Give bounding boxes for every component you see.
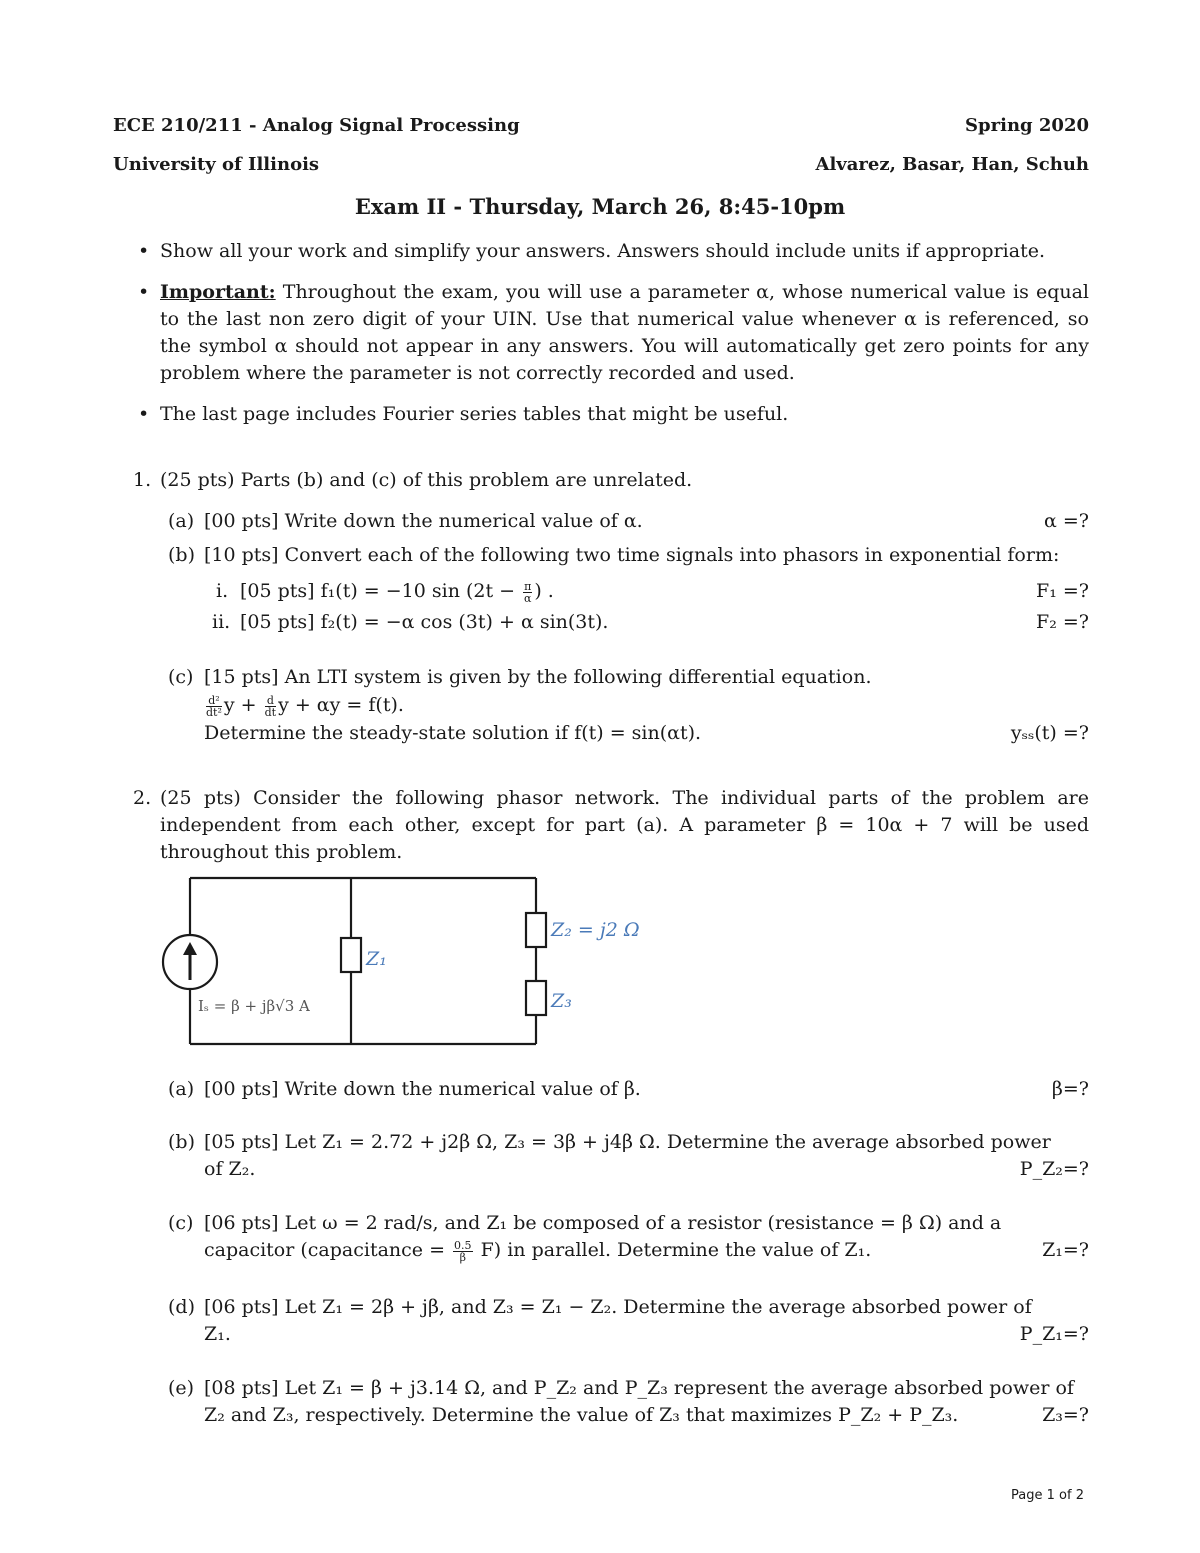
bullet-icon: • (138, 281, 150, 303)
p2e-label: (e) (168, 1377, 195, 1399)
frac-numerator: 0.5 (454, 1238, 472, 1252)
problem-2-intro: (25 pts) Consider the following phasor network. The individual parts of the problem are independent from each other, except for part (a). A parameter β = 10α + 7 will be used throughout this problem. (160, 787, 1089, 863)
eq-end: y + αy = f(t). (278, 694, 404, 716)
problem-2-number: 2. (133, 787, 152, 809)
p1bi-expr-end: ) . (534, 580, 554, 602)
p2c-text-pre: capacitor (capacitance = (204, 1239, 452, 1261)
problem-1-intro: (25 pts) Parts (b) and (c) of this problem are unrelated. (160, 469, 693, 491)
frac-numerator: d² (206, 695, 222, 707)
instruction-text: Show all your work and simplify your answers. Answers should include units if appropriate. (160, 240, 1045, 262)
pi-over-alpha-fraction (523, 581, 532, 604)
z3-label: Z₃ (551, 990, 572, 1012)
p2a-label: (a) (168, 1078, 195, 1100)
p1a-label: (a) (168, 510, 195, 532)
frac-numerator: π (524, 579, 532, 593)
p2d-text: [06 pts] Let Z₁ = 2β + jβ, and Z₃ = Z₁ − Z₂. Determine the average absorbed power of (204, 1296, 1032, 1318)
p2c-text: [06 pts] Let ω = 2 rad/s, and Z₁ be composed of a resistor (resistance = β Ω) and a (204, 1212, 1002, 1234)
p2b-answer: P_Z₂=? (1019, 1158, 1089, 1180)
p2a-answer: β=? (1051, 1078, 1089, 1100)
eq-mid: y + (223, 694, 263, 716)
instructors: Alvarez, Basar, Han, Schuh (815, 154, 1089, 175)
p1bi-answer: F₁ =? (1036, 580, 1089, 602)
p2d-label: (d) (168, 1296, 195, 1318)
capacitance-fraction (453, 1240, 473, 1263)
p2c-label: (c) (168, 1212, 194, 1234)
p2d-answer: P_Z₁=? (1019, 1323, 1089, 1345)
course-title: ECE 210/211 - Analog Signal Processing (113, 115, 520, 136)
instruction-2 (136, 279, 1089, 387)
p1bii-label: ii. (212, 611, 231, 633)
z3-resistor (526, 981, 546, 1015)
d-dt-fraction (265, 695, 276, 718)
exam-title: Exam II - Thursday, March 26, 8:45-10pm (354, 194, 846, 219)
p2e-text: [08 pts] Let Z₁ = β + j3.14 Ω, and P_Z₂ and P_Z₃ represent the average absorbed power of (204, 1377, 1074, 1399)
p1c-label: (c) (168, 666, 194, 688)
instruction-text: The last page includes Fourier series tables that might be useful. (160, 403, 789, 425)
frac-denominator: α (524, 591, 532, 605)
p2e-answer: Z₃=? (1042, 1404, 1089, 1426)
p1c-text-2: Determine the steady-state solution if f(t) = sin(αt). (204, 722, 702, 744)
z1-resistor (341, 938, 361, 972)
p2b-text-2: of Z₂. (204, 1158, 256, 1180)
frac-denominator: dt² (206, 705, 222, 719)
p1bi-text (240, 578, 554, 605)
p1bii-text: [05 pts] f₂(t) = −α cos (3t) + α sin(3t). (240, 611, 609, 633)
d2-dt2-fraction (206, 695, 222, 718)
p2c-answer: Z₁=? (1042, 1239, 1089, 1261)
frac-numerator: d (265, 695, 276, 707)
p2b-text: [05 pts] Let Z₁ = 2.72 + j2β Ω, Z₃ = 3β + j4β Ω. Determine the average absorbed power (204, 1131, 1051, 1153)
p1bii-answer: F₂ =? (1036, 611, 1089, 633)
z1-label: Z₁ (366, 948, 387, 970)
instruction-1 (136, 238, 1089, 265)
p1c-answer: yₛₛ(t) =? (1010, 722, 1089, 744)
source-label: Iₛ = β + jβ√3 A (198, 997, 310, 1015)
p1bi-label: i. (216, 580, 229, 602)
term: Spring 2020 (965, 115, 1089, 136)
p1b-label: (b) (168, 544, 195, 566)
z2-label: Z₂ = j2 Ω (551, 919, 640, 941)
p1a-answer: α =? (1044, 510, 1089, 532)
instructions-list (136, 238, 1089, 442)
p1c-equation (204, 692, 404, 719)
up-arrow-icon (183, 942, 197, 980)
frac-denominator: dt (264, 705, 277, 719)
p1b-text: [10 pts] Convert each of the following two time signals into phasors in exponential form: (204, 544, 1060, 566)
problem-1-number: 1. (133, 469, 152, 491)
z2-resistor (526, 913, 546, 947)
p2c-text-2 (204, 1237, 871, 1264)
bullet-icon: • (138, 403, 150, 425)
bullet-icon: • (138, 240, 150, 262)
p2a-text: [00 pts] Write down the numerical value of β. (204, 1078, 641, 1100)
p2c-text-post: F) in parallel. Determine the value of Z₁. (474, 1239, 872, 1261)
frac-denominator: β (459, 1250, 466, 1264)
p1c-text: [15 pts] An LTI system is given by the following differential equation. (204, 666, 872, 688)
university: University of Illinois (113, 154, 320, 175)
phasor-circuit (150, 870, 670, 1060)
page-number: Page 1 of 2 (1011, 1488, 1084, 1503)
p1bi-expr: [05 pts] f₁(t) = −10 sin (2t − (240, 580, 522, 602)
instruction-3 (136, 401, 1089, 428)
important-label: Important: (160, 281, 276, 303)
p2d-text-2: Z₁. (204, 1323, 231, 1345)
instruction-text: Throughout the exam, you will use a parameter α, whose numerical value is equal to the last non zero digit of your UIN. Use that numerical value whenever α is referenced, so the symbol α should not appear in any answers. You will automatically get zero points for any problem where the parameter is not correctly recorded and used. (160, 281, 1089, 384)
p2b-label: (b) (168, 1131, 195, 1153)
p1a-text: [00 pts] Write down the numerical value of α. (204, 510, 643, 532)
p2e-text-2: Z₂ and Z₃, respectively. Determine the value of Z₃ that maximizes P_Z₂ + P_Z₃. (204, 1404, 959, 1426)
